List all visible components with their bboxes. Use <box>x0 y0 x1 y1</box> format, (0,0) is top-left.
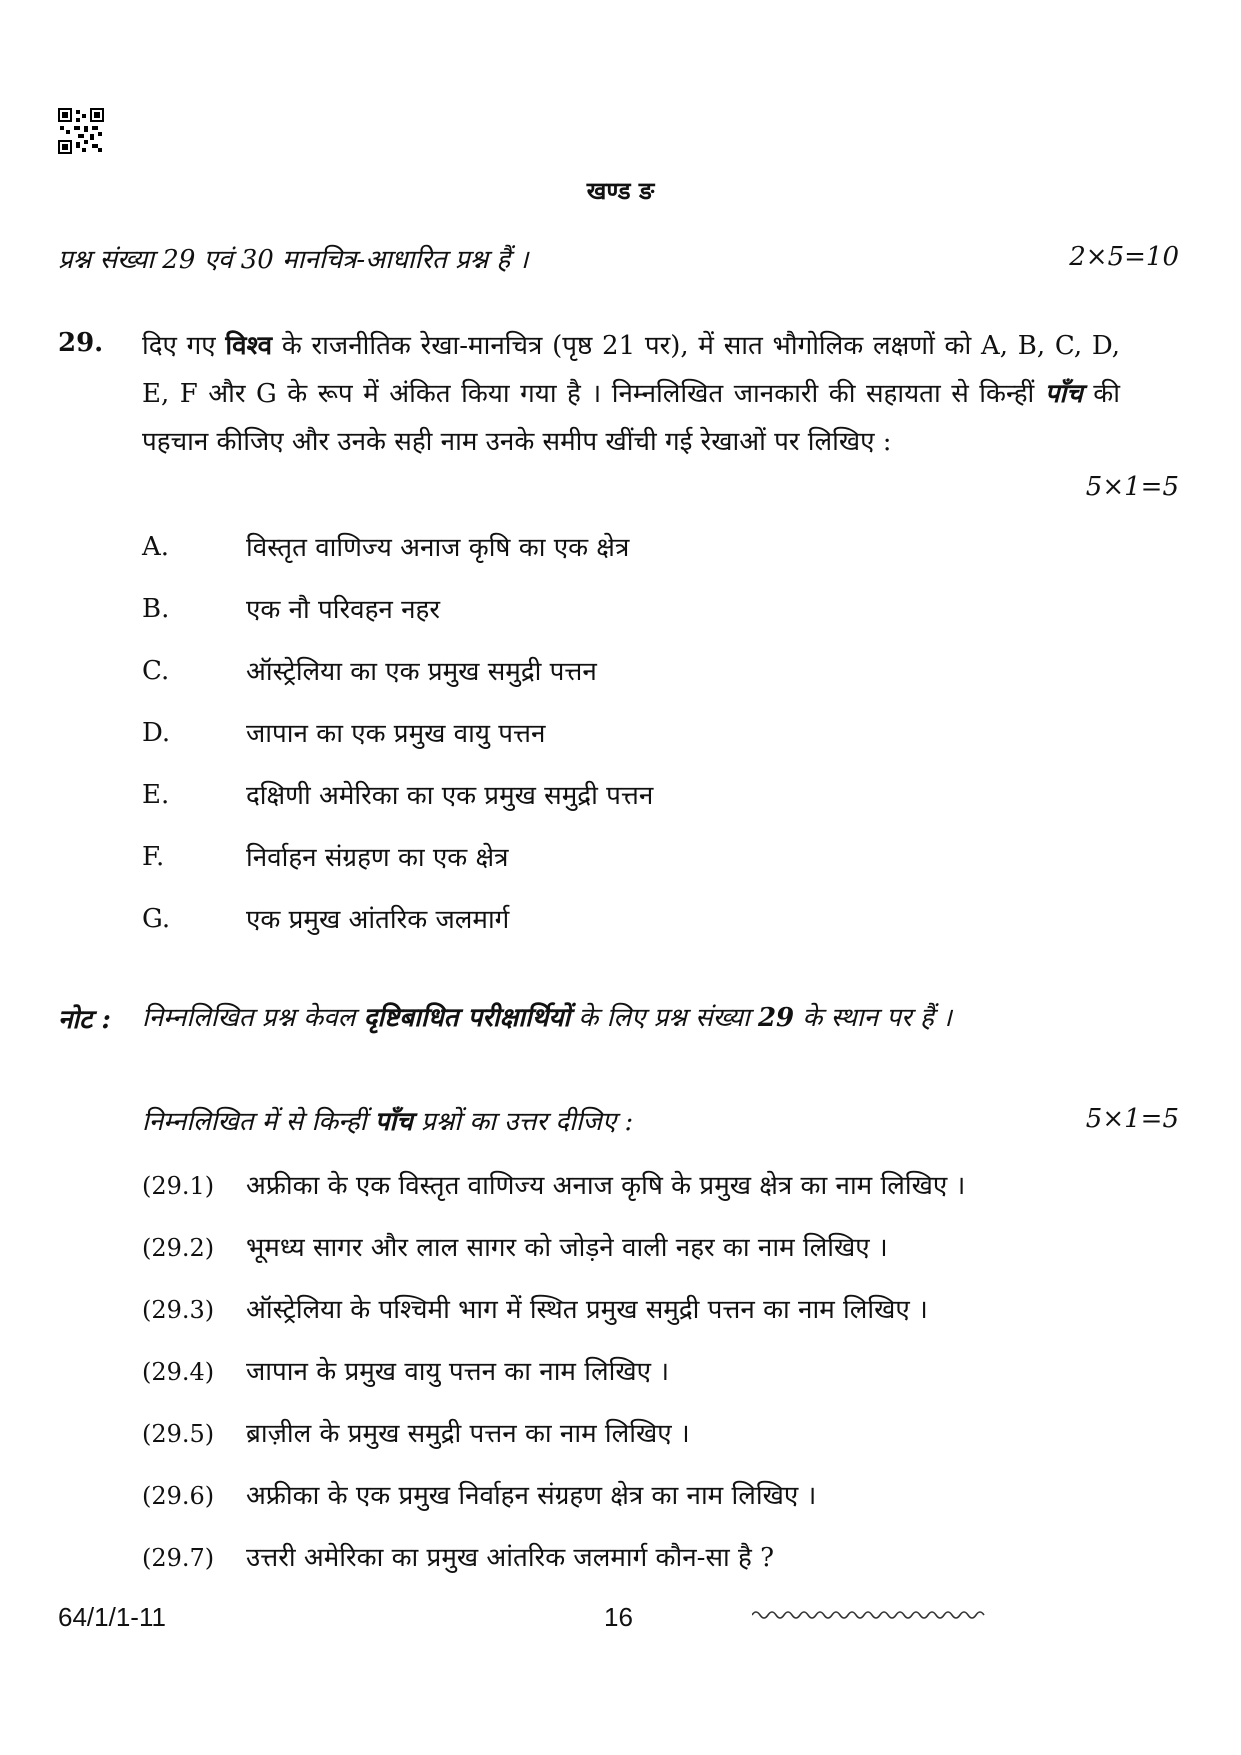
subquestion-number: (29.4) <box>142 1358 215 1386</box>
note-label: नोट : <box>58 1005 111 1035</box>
subquestion-text: ऑस्ट्रेलिया के पश्चिमी भाग में स्थित प्रमुख समुद्री पत्तन का नाम लिखिए । <box>246 1295 928 1325</box>
option-text: दक्षिणी अमेरिका का एक प्रमुख समुद्री पत्तन <box>246 781 654 811</box>
option-text: विस्तृत वाणिज्य अनाज कृषि का एक क्षेत्र <box>246 533 630 563</box>
note-marks: 5×1=5 <box>1085 1104 1179 1134</box>
subquestion-number: (29.7) <box>142 1544 215 1572</box>
page-number: 16 <box>604 1602 633 1632</box>
qr-code-icon <box>58 108 104 154</box>
section-marks: 2×5=10 <box>1069 242 1179 272</box>
subquestion-number: (29.3) <box>142 1296 215 1324</box>
option-letter: F. <box>142 842 165 872</box>
subquestion-number: (29.5) <box>142 1420 215 1448</box>
question-marks: 5×1=5 <box>1085 472 1179 502</box>
subquestion-text: अफ्रीका के एक विस्तृत वाणिज्य अनाज कृषि के प्रमुख क्षेत्र का नाम लिखिए । <box>246 1171 966 1201</box>
subquestion-number: (29.6) <box>142 1482 215 1510</box>
question-number: 29. <box>58 328 104 358</box>
subquestion-text: भूमध्य सागर और लाल सागर को जोड़ने वाली नहर का नाम लिखिए । <box>246 1233 888 1263</box>
sub-instruction: निम्नलिखित में से किन्हीं पाँच प्रश्नों का उत्तर दीजिए : <box>142 1107 634 1137</box>
option-letter: A. <box>142 532 170 562</box>
option-text: ऑस्ट्रेलिया का एक प्रमुख समुद्री पत्तन <box>246 657 597 687</box>
subquestion-number: (29.1) <box>142 1172 215 1200</box>
option-text: एक नौ परिवहन नहर <box>246 595 441 625</box>
note-text: निम्नलिखित प्रश्न केवल दृष्टिबाधित परीक्षार्थियों के लिए प्रश्न संख्या 29 के स्थान पर हैं । <box>142 1003 952 1033</box>
subquestion-text: ब्राज़ील के प्रमुख समुद्री पत्तन का नाम लिखिए । <box>246 1419 690 1449</box>
option-letter: G. <box>142 904 171 934</box>
wavy-line-decoration <box>752 1608 988 1622</box>
subquestion-text: उत्तरी अमेरिका का प्रमुख आंतरिक जलमार्ग कौन-सा है ? <box>246 1543 775 1573</box>
subquestion-text: अफ्रीका के एक प्रमुख निर्वाहन संग्रहण क्षेत्र का नाम लिखिए । <box>246 1481 817 1511</box>
subquestion-number: (29.2) <box>142 1234 215 1262</box>
option-text: निर्वाहन संग्रहण का एक क्षेत्र <box>246 843 509 873</box>
paper-code: 64/1/1-11 <box>58 1602 166 1632</box>
option-letter: E. <box>142 780 170 810</box>
subquestion-text: जापान के प्रमुख वायु पत्तन का नाम लिखिए । <box>246 1357 670 1387</box>
option-text: जापान का एक प्रमुख वायु पत्तन <box>246 719 546 749</box>
section-title: खण्ड ङ <box>586 176 655 205</box>
question-text: दिए गए विश्व के राजनीतिक रेखा-मानचित्र (पृष्ठ 21 पर), में सात भौगोलिक लक्षणों को A, B, C, D, E, F और G के रूप में अंकित किया गया है । निम्नलिखित जानकारी की सहायता से किन्हीं पाँच की पहचान कीजिए और उनके सही नाम उनके समीप खींची गई रेखाओं पर लिखिए : <box>142 331 1120 457</box>
option-letter: C. <box>142 656 170 686</box>
option-text: एक प्रमुख आंतरिक जलमार्ग <box>246 905 510 935</box>
option-letter: D. <box>142 718 171 748</box>
option-letter: B. <box>142 594 170 624</box>
map-instruction: प्रश्न संख्या 29 एवं 30 मानचित्र-आधारित प्रश्न हैं । <box>58 245 529 275</box>
